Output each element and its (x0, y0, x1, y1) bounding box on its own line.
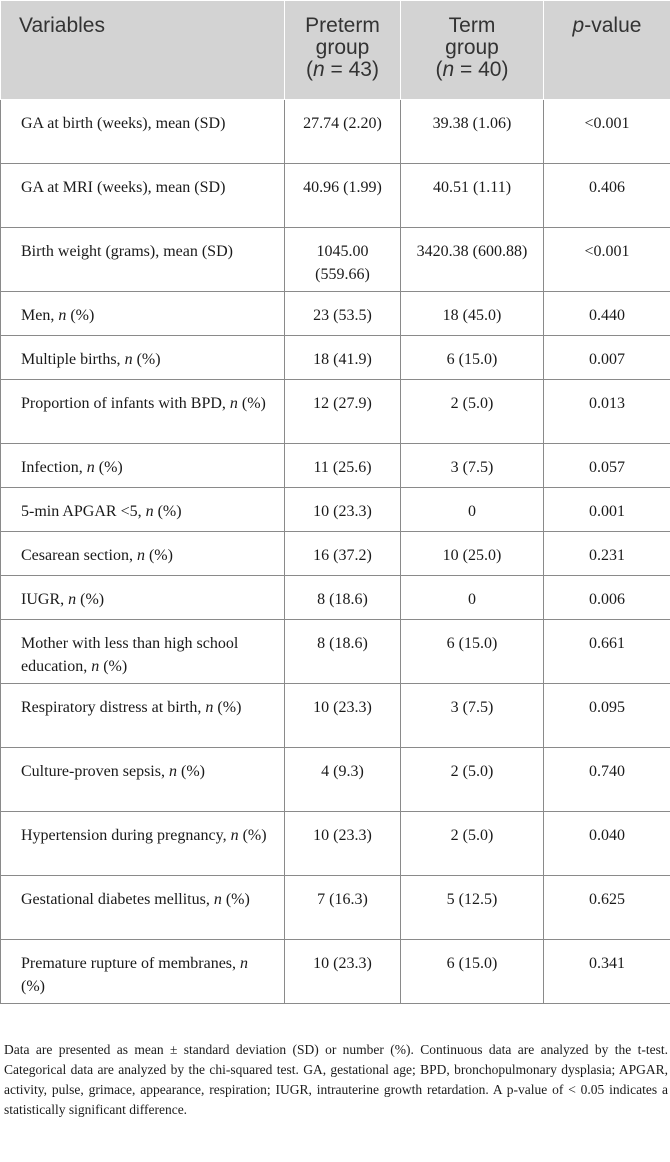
term-value: 6 (15.0) (401, 940, 544, 1004)
preterm-value: 8 (18.6) (285, 576, 401, 620)
table-row (1, 380, 670, 444)
table-header (1, 1, 670, 100)
header-term-group: Term group (n = 40) (401, 1, 544, 100)
row-label: Birth weight (grams), mean (SD) (1, 228, 285, 292)
preterm-value: 10 (23.3) (285, 940, 401, 1004)
preterm-value: 16 (37.2) (285, 532, 401, 576)
row-label: GA at birth (weeks), mean (SD) (1, 100, 285, 164)
row-label: 5-min APGAR <5, n (%) (1, 488, 285, 532)
table-body (1, 100, 670, 1004)
preterm-value: 8 (18.6) (285, 620, 401, 684)
table-row (1, 100, 670, 164)
term-value: 5 (12.5) (401, 876, 544, 940)
term-value: 2 (5.0) (401, 812, 544, 876)
p-value: 0.013 (544, 380, 670, 444)
table-row (1, 876, 670, 940)
row-label: Respiratory distress at birth, n (%) (1, 684, 285, 748)
term-value: 3 (7.5) (401, 684, 544, 748)
table-row (1, 684, 670, 748)
term-value: 18 (45.0) (401, 292, 544, 336)
row-label: IUGR, n (%) (1, 576, 285, 620)
p-value: 0.007 (544, 336, 670, 380)
term-value: 6 (15.0) (401, 336, 544, 380)
preterm-value: 27.74 (2.20) (285, 100, 401, 164)
term-value: 0 (401, 576, 544, 620)
preterm-value: 23 (53.5) (285, 292, 401, 336)
p-value: 0.661 (544, 620, 670, 684)
preterm-value: 7 (16.3) (285, 876, 401, 940)
table-footnote: Data are presented as mean ± standard deviation (SD) or number (%). Continuous data are analyzed by the t-test. Categorical data are analyzed by the chi-squared test. GA, gestational age; BPD, bronchopulmonary dysplasia; APGAR, activity, pulse, grimace, appearance, respiration; IUGR, intrauterine growth retardation. A p-value of < 0.05 indicates a statistically significant difference. (4, 1042, 668, 1117)
term-value: 2 (5.0) (401, 380, 544, 444)
table-row (1, 748, 670, 812)
preterm-value: 11 (25.6) (285, 444, 401, 488)
table-row (1, 164, 670, 228)
p-value: 0.095 (544, 684, 670, 748)
row-label: Premature rupture of membranes, n (%) (1, 940, 285, 1004)
row-label: Hypertension during pregnancy, n (%) (1, 812, 285, 876)
table-row (1, 488, 670, 532)
header-variables: Variables (1, 1, 285, 100)
row-label: Proportion of infants with BPD, n (%) (1, 380, 285, 444)
row-label: GA at MRI (weeks), mean (SD) (1, 164, 285, 228)
row-label: Men, n (%) (1, 292, 285, 336)
preterm-value: 1045.00 (559.66) (285, 228, 401, 292)
table-row (1, 940, 670, 1004)
preterm-value: 12 (27.9) (285, 380, 401, 444)
preterm-value: 40.96 (1.99) (285, 164, 401, 228)
term-value: 39.38 (1.06) (401, 100, 544, 164)
p-value: 0.001 (544, 488, 670, 532)
p-value: <0.001 (544, 228, 670, 292)
header-preterm-group: Preterm group (n = 43) (285, 1, 401, 100)
term-value: 10 (25.0) (401, 532, 544, 576)
term-value: 3 (7.5) (401, 444, 544, 488)
table-row (1, 336, 670, 380)
term-value: 3420.38 (600.88) (401, 228, 544, 292)
preterm-value: 10 (23.3) (285, 488, 401, 532)
p-value: 0.740 (544, 748, 670, 812)
table-row (1, 812, 670, 876)
table-row (1, 576, 670, 620)
p-value: <0.001 (544, 100, 670, 164)
row-label: Infection, n (%) (1, 444, 285, 488)
row-label: Multiple births, n (%) (1, 336, 285, 380)
term-value: 0 (401, 488, 544, 532)
table-row (1, 620, 670, 684)
term-value: 2 (5.0) (401, 748, 544, 812)
p-value: 0.440 (544, 292, 670, 336)
header-p-value: p-value (544, 1, 670, 100)
preterm-value: 18 (41.9) (285, 336, 401, 380)
row-label: Culture-proven sepsis, n (%) (1, 748, 285, 812)
preterm-value: 10 (23.3) (285, 812, 401, 876)
p-value: 0.057 (544, 444, 670, 488)
table-row (1, 532, 670, 576)
p-value: 0.625 (544, 876, 670, 940)
term-value: 6 (15.0) (401, 620, 544, 684)
row-label: Gestational diabetes mellitus, n (%) (1, 876, 285, 940)
table-row (1, 444, 670, 488)
term-value: 40.51 (1.11) (401, 164, 544, 228)
table-row (1, 228, 670, 292)
row-label: Mother with less than high school education, n (%) (1, 620, 285, 684)
p-value: 0.341 (544, 940, 670, 1004)
preterm-value: 4 (9.3) (285, 748, 401, 812)
table-row (1, 292, 670, 336)
p-value: 0.040 (544, 812, 670, 876)
p-value: 0.231 (544, 532, 670, 576)
row-label: Cesarean section, n (%) (1, 532, 285, 576)
p-value: 0.406 (544, 164, 670, 228)
preterm-value: 10 (23.3) (285, 684, 401, 748)
p-value: 0.006 (544, 576, 670, 620)
